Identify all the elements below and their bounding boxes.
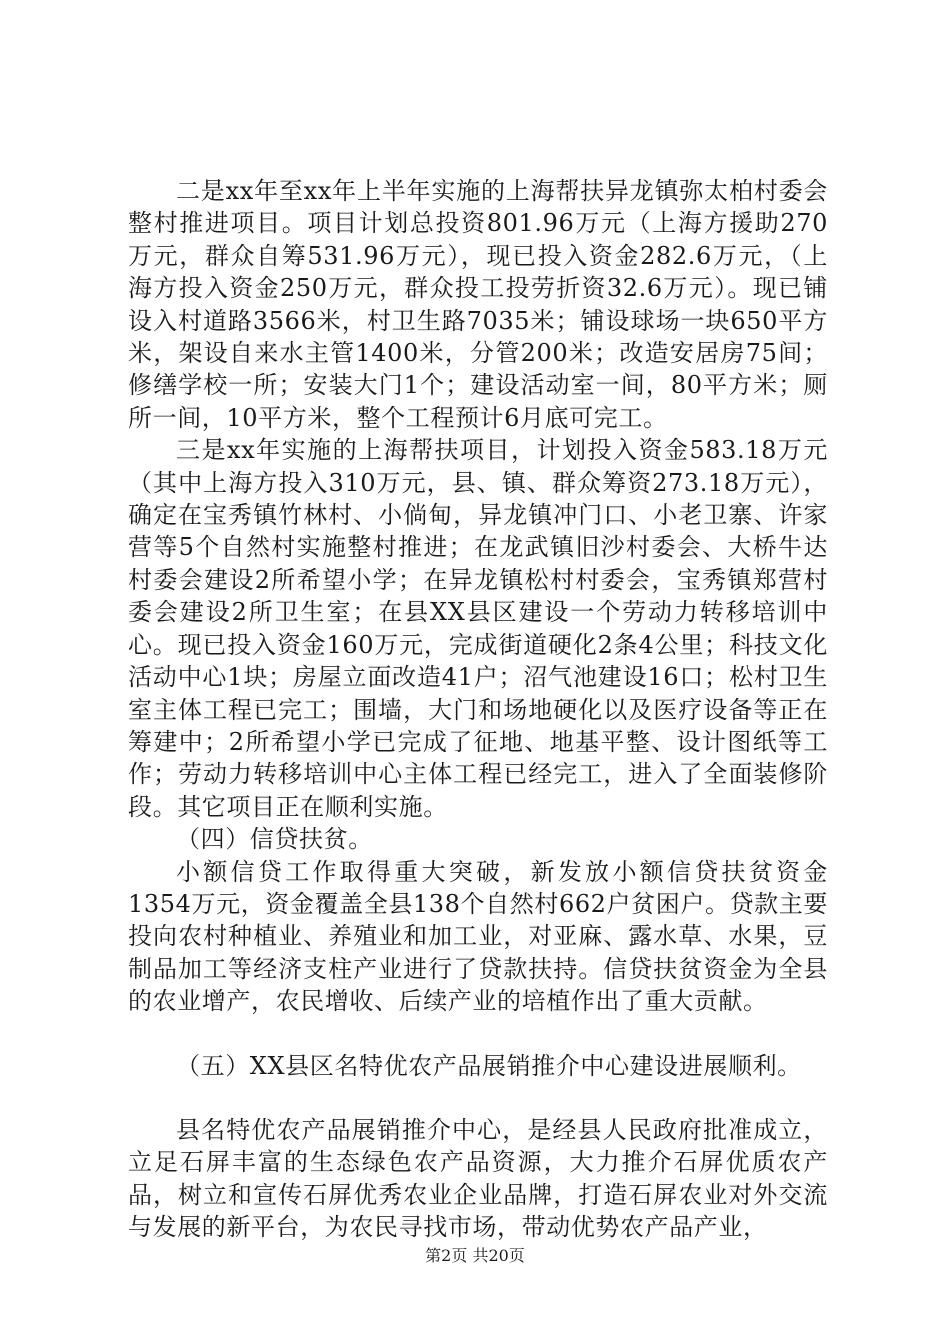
paragraph-credit: 小额信贷工作取得重大突破，新发放小额信贷扶贫资金1354万元，资金覆盖全县138个自然村662户贫困户。贷款主要投向农村种植业、养殖业和加工业，对亚麻、露水草、水果，豆制品加工等经济支柱产业进行了贷款扶持。信贷扶贫资金为全县的农业增产，农民增收、后续产业的培植作出了重大贡献。 [128,857,828,1016]
paragraph-project-2: 二是xx年至xx年上半年实施的上海帮扶异龙镇弥太柏村委会整村推进项目。项目计划总投资801.96万元（上海方援助270万元，群众自筹531.96万元），现已投入资金282.6万元，（上海方投入资金250万元，群众投工投劳折资32.6万元）。现已铺设入村道路3566米，村卫生路7035米；铺设球场一块650平方米，架设自来水主管1400米，分管200米；改造安居房75间；修缮学校一所；安装大门1个；建设活动室一间，80平方米；厕所一间，10平方米，整个工程预计6月底可完工。 [128,177,828,432]
document-body [128,175,828,1244]
page-number: 第2页 共20页 [425,1246,525,1265]
paragraph-exhibition-center: 县名特优农产品展销推介中心，是经县人民政府批准成立，立足石屏丰富的生态绿色农产品资源，大力推介石屏优质农产品，树立和宣传石屏优秀农业企业品牌，打造石屏农业对外交流与发展的新平台，为农民寻找市场，带动优势农产品产业， [128,1115,828,1242]
section-heading-credit: （四）信贷扶贫。 [176,825,373,854]
paragraph-project-3: 三是xx年实施的上海帮扶项目，计划投入资金583.18万元（其中上海方投入310万元，县、镇、群众筹资273.18万元），确定在宝秀镇竹林村、小倘甸，异龙镇冲门口、小老卫寨、许家营等5个自然村实施整村推进；在龙武镇旧沙村委会、大桥牛达村委会建设2所希望小学；在异龙镇松村村委会，宝秀镇郑营村委会建设2所卫生室；在县XX县区建设一个劳动力转移培训中心。现已投入资金160万元，完成街道硬化2条4公里；科技文化活动中心1块；房屋立面改造41户；沼气池建设16口；松村卫生室主体工程已完工；围墙，大门和场地硬化以及医疗设备等正在筹建中；2所希望小学已完成了征地、地基平整、设计图纸等工作；劳动力转移培训中心主体工程已经完工，进入了全面装修阶段。其它项目正在顺利实施。 [128,436,828,821]
section-heading-exhibition-center: （五）XX县区名特优农产品展销推介中心建设进展顺利。 [176,1051,802,1080]
